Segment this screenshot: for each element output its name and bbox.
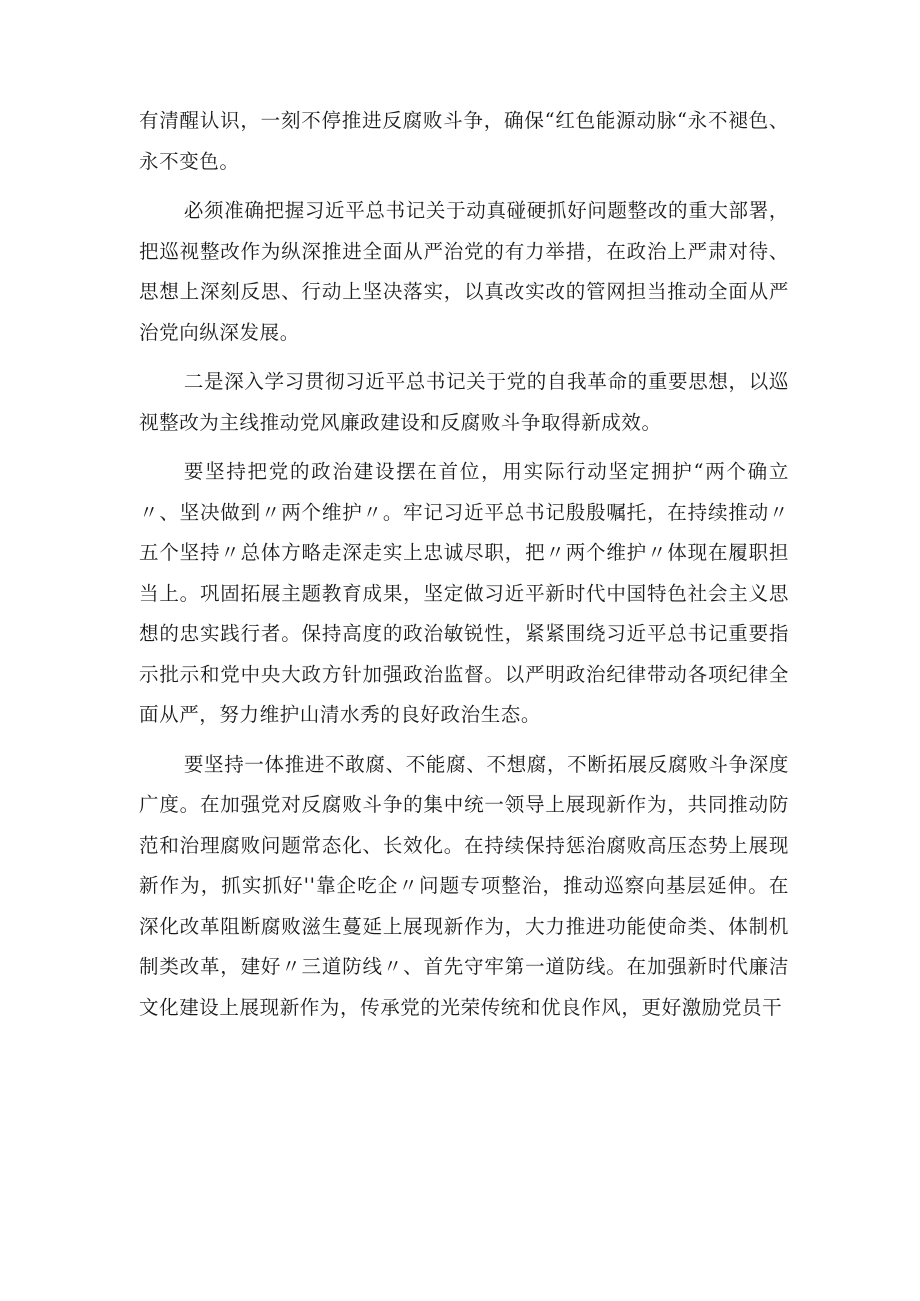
paragraph: 要坚持一体推进不敢腐、不能腐、不想腐，不断拓展反腐败斗争深度广度。在加强党对反腐败斗争的集中统一领导上展现新作为，共同推动防范和治理腐败问题常态化、长效化。在持续保持惩治腐败高压态势上展现新作为，抓实抓好''靠企吃企〃问题专项整治，推动巡察向基层延伸。在深化改革阻断腐败滋生蔓延上展现新作为，大力推进功能使命类、体制机制类改革，建好〃三道防线〃、首先守牢第一道防线。在加强新时代廉洁文化建设上展现新作为，传承党的光荣传统和优良作风，更好激励党员干	[139, 752, 789, 1019]
paragraph: 必须准确把握习近平总书记关于动真碰硬抓好问题整改的重大部署，把巡视整改作为纵深推进全面从严治党的有力举措，在政治上严肃对待、思想上深刻反思、行动上坚决落实，以真改实改的管网担当推动全面从严治党向纵深发展。	[139, 199, 789, 344]
paragraph-continuation: 有清醒认识，一刻不停推进反腐败斗争，确保“红色能源动脉“永不褪色、永不变色。	[139, 109, 789, 173]
paragraph: 二是深入学习贯彻习近平总书记关于党的自我革命的重要思想，以巡视整改为主线推动党风廉政建设和反腐败斗争取得新成效。	[139, 370, 789, 434]
document-body	[139, 101, 789, 1037]
paragraph: 要坚持把党的政治建设摆在首位，用实际行动坚定拥护“两个确立〃、坚决做到〃两个维护〃。牢记习近平总书记殷殷嘱托，在持续推动〃五个坚持〃总体方略走深走实上忠诚尽职，把〃两个维护〃体现在履职担当上。巩固拓展主题教育成果，坚定做习近平新时代中国特色社会主义思想的忠实践行者。保持高度的政治敏锐性，紧紧围绕习近平总书记重要指示批示和党中央大政方针加强政治监督。以严明政治纪律带动各项纪律全面从严，努力维护山清水秀的良好政治生态。	[139, 460, 789, 726]
